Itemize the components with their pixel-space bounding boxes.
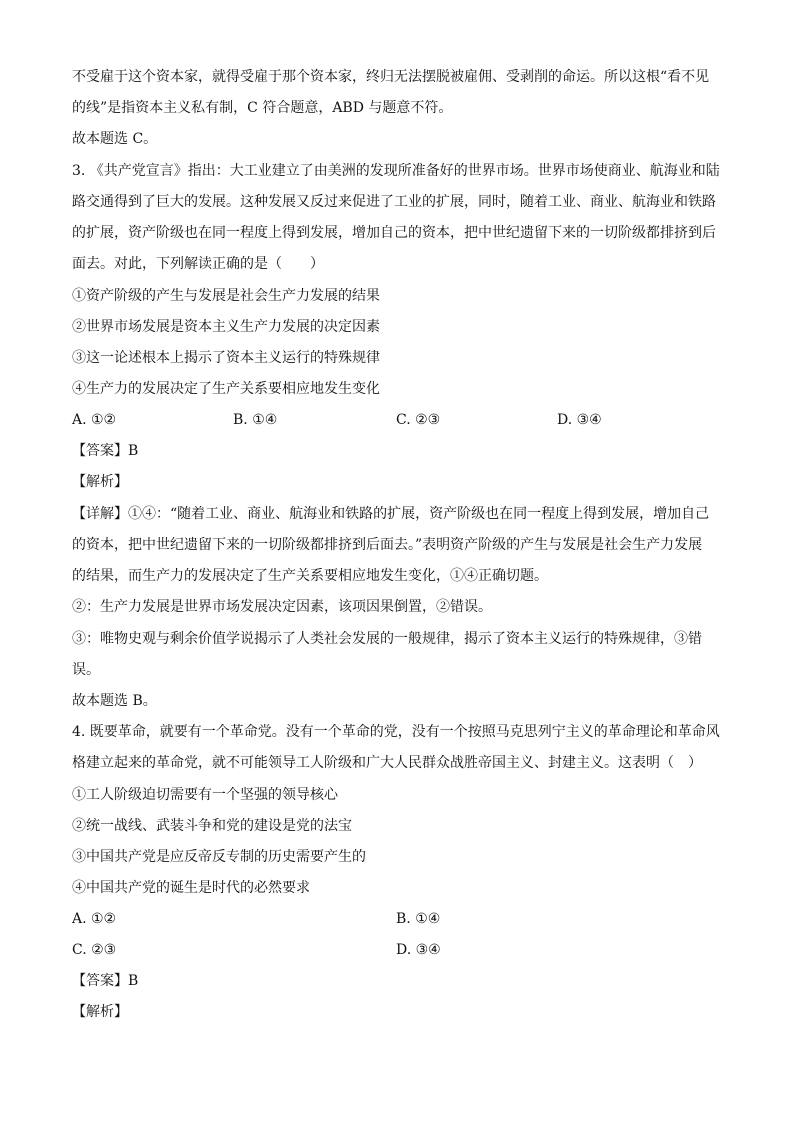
answer-label: 【答案】B xyxy=(72,443,139,459)
question-3-stem: 路交通得到了巨大的发展。这种发展又反过来促进了工业的扩展，同时，随着工业、商业、航海业和铁路 xyxy=(72,194,716,210)
explanation-line: 的结果，而生产力的发展决定了生产关系要相应地发生变化，①④正确切题。 xyxy=(72,568,548,584)
question-3-stem: 3. 《共产党宣言》指出：大工业建立了由美洲的发现所准备好的世界市场。世界市场使商业、航海业和陆 xyxy=(72,163,720,179)
question-4-stem: 4. 既要革命，就要有一个革命党。没有一个革命的党，没有一个按照马克思列宁主义的革命理论和革命风 xyxy=(72,724,720,740)
statement-item: ④生产力的发展决定了生产关系要相应地发生变化 xyxy=(72,381,380,397)
text-line: 不受雇于这个资本家，就得受雇于那个资本家，终归无法摆脱被雇佣、受剥削的命运。所以这根“看不见 xyxy=(72,69,710,85)
question-4-stem: 格建立起来的革命党，就不可能领导工人阶级和广大人民群众战胜帝国主义、封建主义。这表明（ ） xyxy=(72,755,702,771)
explanation-line: 误。 xyxy=(72,662,100,678)
explanation-line: ②：生产力发展是世界市场发展决定因素，该项因果倒置，②错误。 xyxy=(72,599,492,615)
question-3-stem: 面去。对此，下列解读正确的是（ ） xyxy=(72,256,324,272)
text-line: 故本题选 C。 xyxy=(72,131,158,147)
statement-item: ②统一战线、武装斗争和党的建设是党的法宝 xyxy=(72,818,352,834)
q3-option-b: B. ①④ xyxy=(233,412,278,428)
statement-item: ①工人阶级迫切需要有一个坚强的领导核心 xyxy=(72,787,338,803)
statement-item: ④中国共产党的诞生是时代的必然要求 xyxy=(72,880,310,896)
conclusion-line: 故本题选 B。 xyxy=(72,693,157,709)
statement-item: ②世界市场发展是资本主义生产力发展的决定因素 xyxy=(72,319,380,335)
explanation-line: ③：唯物史观与剩余价值学说揭示了人类社会发展的一般规律，揭示了资本主义运行的特殊规律，③错 xyxy=(72,631,702,647)
q4-option-a: A. ①② xyxy=(72,911,117,927)
q3-option-d: D. ③④ xyxy=(557,412,602,428)
q3-option-a: A. ①② xyxy=(72,412,117,428)
explanation-line: 的资本，把中世纪遗留下来的一切阶级都排挤到后面去。”表明资产阶级的产生与发展是社会生产力发展 xyxy=(72,537,703,553)
q4-option-c: C. ②③ xyxy=(72,942,117,958)
q4-option-d: D. ③④ xyxy=(396,942,441,958)
answer-label: 【答案】B xyxy=(72,973,139,989)
q4-option-b: B. ①④ xyxy=(396,911,441,927)
explanation-line: 【详解】①④：“随着工业、商业、航海业和铁路的扩展，资产阶级也在同一程度上得到发展，增加自己 xyxy=(72,506,710,522)
question-3-stem: 的扩展，资产阶级也在同一程度上得到发展，增加自己的资本，把中世纪遗留下来的一切阶级都排挤到后 xyxy=(72,225,716,241)
text-line: 的线”是指资本主义私有制，C 符合题意，ABD 与题意不符。 xyxy=(72,100,453,116)
analysis-label: 【解析】 xyxy=(72,1004,128,1020)
q3-option-c: C. ②③ xyxy=(396,412,441,428)
statement-item: ①资产阶级的产生与发展是社会生产力发展的结果 xyxy=(72,288,380,304)
statement-item: ③中国共产党是应反帝反专制的历史需要产生的 xyxy=(72,849,366,865)
statement-item: ③这一论述根本上揭示了资本主义运行的特殊规律 xyxy=(72,350,380,366)
analysis-label: 【解析】 xyxy=(72,474,128,490)
